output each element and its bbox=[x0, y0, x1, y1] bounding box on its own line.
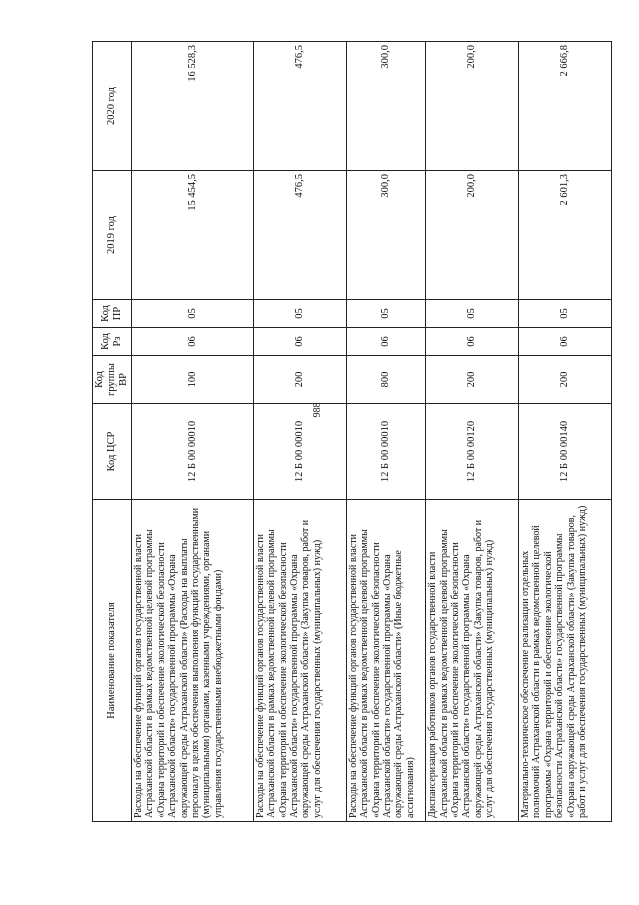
header-2019: 2019 год bbox=[93, 171, 132, 300]
row-name: Расходы на обеспечение функций органов государственной власти Астраханской области в рамках ведомственной целевой программы «Охрана территорий и обеспечение экологической безопасности Астраханской области» государственной программы «Охрана окружающей среды Астраханской области» (Расходы на выплаты персоналу в целях обеспечения выполнения функций государственными (муниципальными) органами, казенными учреждениями, органами управления государственными внебюджетными фондами) bbox=[132, 500, 254, 822]
table-row bbox=[519, 42, 612, 822]
budget-table bbox=[92, 41, 612, 822]
row-2020: 2 666,8 bbox=[519, 42, 612, 171]
row-name: Расходы на обеспечение функций органов государственной власти Астраханской области в рамках ведомственной целевой программы «Охрана территорий и обеспечение экологической безопасности Астраханской области» государственной программы «Охрана окружающей среды Астраханской области» (Закупка товаров, работ и услуг для обеспечения государственных (муниципальных) нужд) bbox=[253, 500, 346, 822]
row-2020: 476,5 bbox=[253, 42, 346, 171]
row-rz: 06 bbox=[426, 328, 519, 356]
row-group: 800 bbox=[346, 356, 425, 404]
row-2019: 300,0 bbox=[346, 171, 425, 300]
header-group: Код группы ВР bbox=[93, 356, 132, 404]
row-pr: 05 bbox=[132, 300, 254, 328]
table-row bbox=[426, 42, 519, 822]
row-2019: 2 601,3 bbox=[519, 171, 612, 300]
row-csr: 12 Б 00 00010 bbox=[346, 404, 425, 500]
rotated-table-container bbox=[92, 42, 612, 822]
row-name: Расходы на обеспечение функций органов государственной власти Астраханской области в рамках ведомственной целевой программы «Охрана территорий и обеспечение экологической безопасности Астраханской области» государственной программы «Охрана окружающей среды Астраханской области» (Иные бюджетные ассигнования) bbox=[346, 500, 425, 822]
header-rz: Код Рз bbox=[93, 328, 132, 356]
row-2020: 200,0 bbox=[426, 42, 519, 171]
row-csr: 12 Б 00 00120 bbox=[426, 404, 519, 500]
row-2020: 16 528,3 bbox=[132, 42, 254, 171]
row-pr: 05 bbox=[426, 300, 519, 328]
row-group: 100 bbox=[132, 356, 254, 404]
row-group: 200 bbox=[253, 356, 346, 404]
row-group: 200 bbox=[426, 356, 519, 404]
row-pr: 05 bbox=[346, 300, 425, 328]
row-rz: 06 bbox=[519, 328, 612, 356]
row-rz: 06 bbox=[132, 328, 254, 356]
table-row bbox=[346, 42, 425, 822]
row-2019: 15 454,5 bbox=[132, 171, 254, 300]
row-pr: 05 bbox=[253, 300, 346, 328]
table-row bbox=[132, 42, 254, 822]
row-group: 200 bbox=[519, 356, 612, 404]
row-csr: 12 Б 00 00010 bbox=[132, 404, 254, 500]
header-csr: Код ЦСР bbox=[93, 404, 132, 500]
row-csr: 12 Б 00 00140 bbox=[519, 404, 612, 500]
row-csr: 12 Б 00 00010 bbox=[253, 404, 346, 500]
header-name: Наименование показателя bbox=[93, 500, 132, 822]
header-2020: 2020 год bbox=[93, 42, 132, 171]
table-header-row bbox=[93, 42, 132, 822]
row-pr: 05 bbox=[519, 300, 612, 328]
row-name: Материально-техническое обеспечение реализации отдельных полномочий Астраханской области в рамках ведомственной целевой программы «Охрана территорий и обеспечение экологической безопасности Астраханской области» государственной программы «Охрана окружающей среды Астраханской области» (Закупка товаров, работ и услуг для обеспечения государственных (муниципальных) нужд) bbox=[519, 500, 612, 822]
table-row bbox=[253, 42, 346, 822]
header-pr: Код ПР bbox=[93, 300, 132, 328]
row-2019: 200,0 bbox=[426, 171, 519, 300]
row-2019: 476,5 bbox=[253, 171, 346, 300]
row-name: Диспансеризация работников органов государственной власти Астраханской области в рамках ведомственной целевой программы «Охрана территорий и обеспечение экологической безопасности Астраханской области» государственной программы «Охрана окружающей среды Астраханской области» (Закупка товаров, работ и услуг для обеспечения государственных (муниципальных) нужд) bbox=[426, 500, 519, 822]
page-number: 988 bbox=[312, 402, 323, 418]
row-rz: 06 bbox=[346, 328, 425, 356]
row-2020: 300,0 bbox=[346, 42, 425, 171]
row-rz: 06 bbox=[253, 328, 346, 356]
